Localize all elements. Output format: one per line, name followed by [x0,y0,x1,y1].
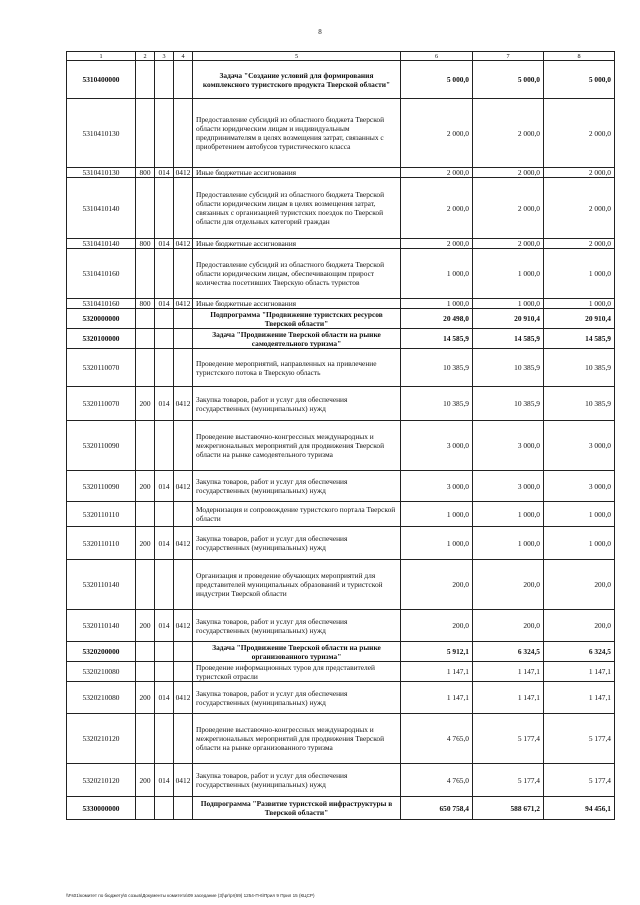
item-name: Закупка товаров, работ и услуг для обеспечения государственных (муниципальных) нужд [193,764,401,797]
kcsr-code: 5320110090 [67,471,136,502]
subsection-code: 0412 [174,387,193,421]
amount-year-3: 1 147,1 [544,662,615,682]
section-code [155,349,174,387]
amount-year-2: 2 000,0 [473,168,544,178]
kcsr-code: 5320110110 [67,502,136,527]
expense-type-code [136,714,155,764]
kcsr-code: 5310410160 [67,249,136,299]
amount-year-2: 3 000,0 [473,421,544,471]
amount-year-3: 5 177,4 [544,764,615,797]
table-row [67,178,615,239]
amount-year-3: 3 000,0 [544,421,615,471]
kcsr-code: 5320210080 [67,662,136,682]
subsection-code: 0412 [174,610,193,642]
table-row [67,249,615,299]
amount-year-2: 2 000,0 [473,178,544,239]
amount-year-1: 5 912,1 [401,642,473,662]
item-name: Задача "Создание условий для формирования комплексного туристского продукта Тверской области" [193,61,401,99]
expense-type-code [136,662,155,682]
section-code [155,714,174,764]
table-row [67,764,615,797]
kcsr-code: 5320110140 [67,610,136,642]
section-code: 014 [155,168,174,178]
expense-type-code [136,309,155,329]
amount-year-1: 3 000,0 [401,471,473,502]
section-code [155,560,174,610]
expense-type-code: 800 [136,168,155,178]
table-row [67,527,615,560]
expense-type-code [136,329,155,349]
expense-type-code: 800 [136,239,155,249]
amount-year-1: 2 000,0 [401,99,473,168]
table-row [67,61,615,99]
amount-year-2: 5 177,4 [473,714,544,764]
expense-type-code [136,642,155,662]
kcsr-code: 5330000000 [67,797,136,820]
column-header: 6 [401,52,473,61]
kcsr-code: 5320200000 [67,642,136,662]
kcsr-code: 5320000000 [67,309,136,329]
amount-year-3: 1 000,0 [544,502,615,527]
amount-year-3: 5 000,0 [544,61,615,99]
table-row [67,642,615,662]
subsection-code [174,349,193,387]
column-header: 3 [155,52,174,61]
kcsr-code: 5310410140 [67,239,136,249]
section-code: 014 [155,299,174,309]
amount-year-3: 1 000,0 [544,527,615,560]
amount-year-1: 200,0 [401,560,473,610]
file-path-footer: \\Fs01\комитет по бюджету\6 созыв\Документы комитета\09 заседание (3)\pr\pr(69) 1254-П-6\Прил 9 Прил 15 (КЦСР) [66,893,315,898]
kcsr-code: 5320110140 [67,560,136,610]
table-row [67,99,615,168]
amount-year-3: 94 456,1 [544,797,615,820]
column-header: 2 [136,52,155,61]
amount-year-2: 3 000,0 [473,471,544,502]
item-name: Задача "Продвижение Тверской области на рынке самодеятельного туризма" [193,329,401,349]
subsection-code: 0412 [174,168,193,178]
item-name: Предоставление субсидий из областного бюджета Тверской области юридическим лицам и индивидуальным предпринимателям в целях возмещения затрат, связанных с приобретением автобусов туристического класса [193,99,401,168]
subsection-code: 0412 [174,299,193,309]
item-name: Подпрограмма "Продвижение туристских ресурсов Тверской области" [193,309,401,329]
kcsr-code: 5310410130 [67,99,136,168]
amount-year-2: 1 147,1 [473,682,544,714]
expense-type-code [136,178,155,239]
table-row [67,239,615,249]
expense-type-code: 200 [136,527,155,560]
amount-year-2: 1 147,1 [473,662,544,682]
item-name: Проведение выставочно-конгрессных международных и межрегиональных мероприятий для продвижения Тверской области на рынке самодеятельного туризма [193,421,401,471]
amount-year-2: 2 000,0 [473,99,544,168]
amount-year-3: 5 177,4 [544,714,615,764]
table-row [67,471,615,502]
subsection-code: 0412 [174,527,193,560]
expense-type-code: 800 [136,299,155,309]
amount-year-3: 6 324,5 [544,642,615,662]
amount-year-1: 10 385,9 [401,349,473,387]
subsection-code: 0412 [174,682,193,714]
kcsr-code: 5310400000 [67,61,136,99]
section-code [155,249,174,299]
amount-year-3: 20 910,4 [544,309,615,329]
amount-year-2: 5 177,4 [473,764,544,797]
amount-year-1: 1 147,1 [401,662,473,682]
table-row [67,387,615,421]
section-code: 014 [155,471,174,502]
expense-type-code: 200 [136,471,155,502]
table-row [67,610,615,642]
amount-year-1: 2 000,0 [401,239,473,249]
item-name: Проведение выставочно-конгрессных международных и межрегиональных мероприятий для продвижения Тверской области на рынке организованного туризма [193,714,401,764]
page-number: 8 [318,28,322,36]
amount-year-1: 1 000,0 [401,502,473,527]
item-name: Закупка товаров, работ и услуг для обеспечения государственных (муниципальных) нужд [193,527,401,560]
kcsr-code: 5310410160 [67,299,136,309]
subsection-code: 0412 [174,239,193,249]
section-code: 014 [155,682,174,714]
expense-type-code [136,560,155,610]
column-number-row [67,52,615,61]
table-row [67,329,615,349]
amount-year-3: 2 000,0 [544,239,615,249]
expense-type-code [136,249,155,299]
subsection-code [174,560,193,610]
kcsr-code: 5320110070 [67,387,136,421]
amount-year-3: 10 385,9 [544,349,615,387]
column-header: 7 [473,52,544,61]
item-name: Иные бюджетные ассигнования [193,239,401,249]
item-name: Закупка товаров, работ и услуг для обеспечения государственных (муниципальных) нужд [193,682,401,714]
section-code: 014 [155,527,174,560]
expense-type-code [136,502,155,527]
table-row [67,797,615,820]
section-code [155,421,174,471]
kcsr-code: 5310410130 [67,168,136,178]
expense-type-code [136,99,155,168]
table-row [67,662,615,682]
item-name: Закупка товаров, работ и услуг для обеспечения государственных (муниципальных) нужд [193,610,401,642]
item-name: Предоставление субсидий из областного бюджета Тверской области юридическим лицам в целях возмещения затрат, связанных с организацией туристских поездок по Тверской области для отдельных категорий граждан [193,178,401,239]
amount-year-1: 4 765,0 [401,764,473,797]
amount-year-3: 1 147,1 [544,682,615,714]
kcsr-code: 5320100000 [67,329,136,349]
amount-year-2: 10 385,9 [473,387,544,421]
amount-year-3: 10 385,9 [544,387,615,421]
subsection-code [174,178,193,239]
subsection-code [174,714,193,764]
subsection-code [174,642,193,662]
kcsr-code: 5320210080 [67,682,136,714]
amount-year-3: 14 585,9 [544,329,615,349]
section-code: 014 [155,610,174,642]
subsection-code [174,662,193,682]
column-header: 8 [544,52,615,61]
amount-year-2: 1 000,0 [473,249,544,299]
amount-year-3: 2 000,0 [544,168,615,178]
expense-type-code [136,349,155,387]
column-header: 5 [193,52,401,61]
amount-year-3: 200,0 [544,560,615,610]
item-name: Проведение мероприятий, направленных на привлечение туристского потока в Тверскую область [193,349,401,387]
expense-type-code [136,421,155,471]
item-name: Закупка товаров, работ и услуг для обеспечения государственных (муниципальных) нужд [193,387,401,421]
amount-year-1: 1 147,1 [401,682,473,714]
expense-type-code: 200 [136,387,155,421]
expense-type-code: 200 [136,682,155,714]
item-name: Предоставление субсидий из областного бюджета Тверской области юридическим лицам, обеспечивающим прирост количества посетивших Тверскую область туристов [193,249,401,299]
amount-year-2: 200,0 [473,610,544,642]
kcsr-code: 5310410140 [67,178,136,239]
column-header: 4 [174,52,193,61]
kcsr-code: 5320210120 [67,714,136,764]
subsection-code: 0412 [174,764,193,797]
kcsr-code: 5320210120 [67,764,136,797]
section-code [155,502,174,527]
subsection-code [174,797,193,820]
amount-year-3: 2 000,0 [544,99,615,168]
expense-type-code [136,61,155,99]
amount-year-3: 3 000,0 [544,471,615,502]
item-name: Задача "Продвижение Тверской области на рынке организованного туризма" [193,642,401,662]
section-code [155,99,174,168]
section-code: 014 [155,239,174,249]
expense-type-code: 200 [136,764,155,797]
item-name: Подпрограмма "Развитие туристской инфраструктуры в Тверской области" [193,797,401,820]
amount-year-1: 1 000,0 [401,249,473,299]
subsection-code [174,309,193,329]
amount-year-3: 1 000,0 [544,299,615,309]
kcsr-code: 5320110090 [67,421,136,471]
table-row [67,299,615,309]
section-code [155,662,174,682]
item-name: Закупка товаров, работ и услуг для обеспечения государственных (муниципальных) нужд [193,471,401,502]
amount-year-1: 4 765,0 [401,714,473,764]
expense-type-code [136,797,155,820]
amount-year-1: 2 000,0 [401,178,473,239]
section-code [155,642,174,662]
table-row [67,560,615,610]
amount-year-2: 200,0 [473,560,544,610]
table-row [67,682,615,714]
amount-year-3: 1 000,0 [544,249,615,299]
table-row [67,421,615,471]
section-code [155,329,174,349]
amount-year-1: 5 000,0 [401,61,473,99]
amount-year-3: 200,0 [544,610,615,642]
table-row [67,349,615,387]
budget-table [66,51,615,820]
amount-year-2: 10 385,9 [473,349,544,387]
amount-year-2: 20 910,4 [473,309,544,329]
amount-year-1: 1 000,0 [401,299,473,309]
subsection-code [174,421,193,471]
section-code [155,309,174,329]
subsection-code [174,99,193,168]
expense-type-code: 200 [136,610,155,642]
amount-year-2: 588 671,2 [473,797,544,820]
amount-year-1: 2 000,0 [401,168,473,178]
section-code [155,797,174,820]
amount-year-2: 5 000,0 [473,61,544,99]
section-code [155,178,174,239]
amount-year-2: 1 000,0 [473,527,544,560]
kcsr-code: 5320110110 [67,527,136,560]
section-code: 014 [155,764,174,797]
kcsr-code: 5320110070 [67,349,136,387]
subsection-code [174,502,193,527]
amount-year-3: 2 000,0 [544,178,615,239]
amount-year-2: 2 000,0 [473,239,544,249]
amount-year-1: 3 000,0 [401,421,473,471]
subsection-code [174,61,193,99]
amount-year-2: 6 324,5 [473,642,544,662]
amount-year-1: 14 585,9 [401,329,473,349]
item-name: Модернизация и сопровождение туристского портала Тверской области [193,502,401,527]
amount-year-2: 1 000,0 [473,502,544,527]
item-name: Проведение информационных туров для представителей туристской отрасли [193,662,401,682]
subsection-code [174,249,193,299]
table-row [67,309,615,329]
table-row [67,502,615,527]
subsection-code [174,329,193,349]
amount-year-1: 20 498,0 [401,309,473,329]
item-name: Иные бюджетные ассигнования [193,299,401,309]
section-code [155,61,174,99]
subsection-code: 0412 [174,471,193,502]
item-name: Иные бюджетные ассигнования [193,168,401,178]
section-code: 014 [155,387,174,421]
amount-year-1: 200,0 [401,610,473,642]
item-name: Организация и проведение обучающих мероприятий для представителей муниципальных образований и туристской индустрии Тверской области [193,560,401,610]
amount-year-1: 650 758,4 [401,797,473,820]
amount-year-1: 1 000,0 [401,527,473,560]
amount-year-1: 10 385,9 [401,387,473,421]
table-row [67,714,615,764]
column-header: 1 [67,52,136,61]
amount-year-2: 14 585,9 [473,329,544,349]
amount-year-2: 1 000,0 [473,299,544,309]
table-row [67,168,615,178]
